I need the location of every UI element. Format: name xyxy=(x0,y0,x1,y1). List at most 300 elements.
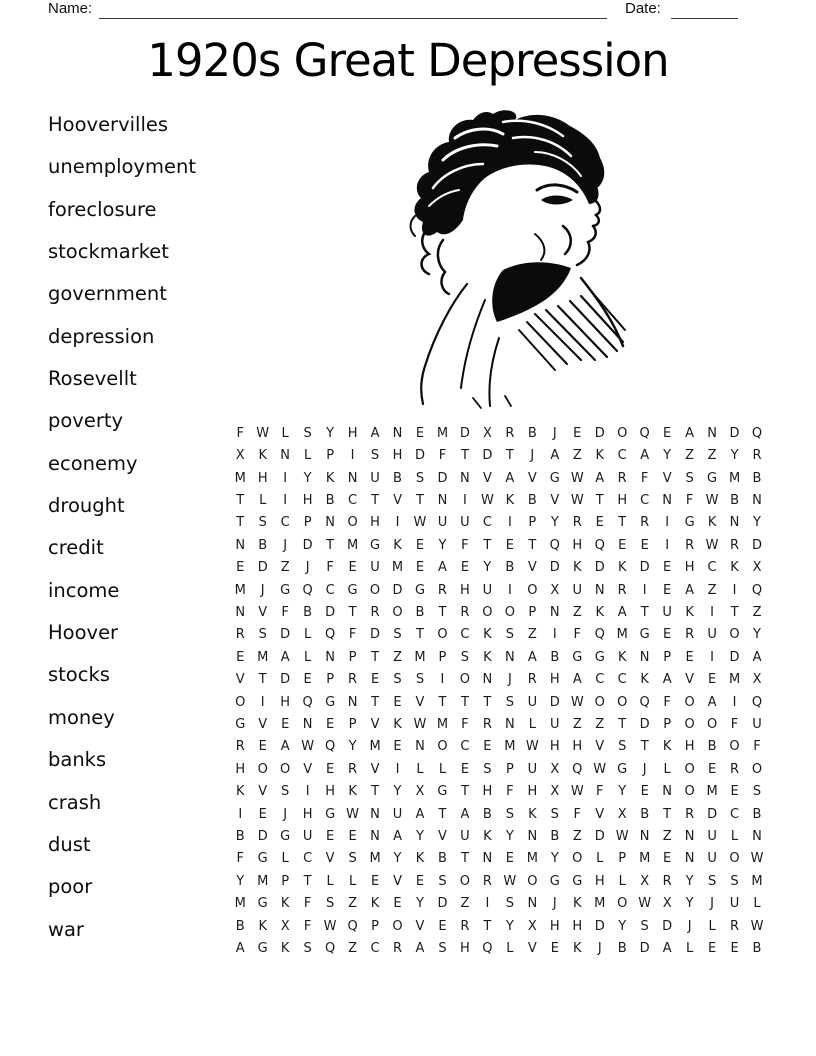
grid-letter: R xyxy=(482,873,492,889)
grid-letter: F xyxy=(753,739,761,755)
grid-letter: C xyxy=(595,672,605,688)
grid-letter: E xyxy=(236,649,245,665)
grid-letter: D xyxy=(729,649,740,665)
grid-letter: K xyxy=(595,604,604,620)
grid-letter: X xyxy=(662,896,672,912)
grid-letter: D xyxy=(257,829,268,845)
grid-letter: C xyxy=(348,492,358,508)
grid-letter: L xyxy=(730,829,739,845)
grid-letter: M xyxy=(526,851,538,867)
grid-letter: S xyxy=(505,806,514,822)
grid-letter: Z xyxy=(527,627,537,643)
grid-letter: T xyxy=(371,784,380,800)
grid-letter: X xyxy=(280,918,290,934)
grid-letter: E xyxy=(348,829,357,845)
grid-letter: Q xyxy=(751,694,763,710)
grid-letter: N xyxy=(370,829,380,845)
grid-letter: N xyxy=(460,470,470,486)
grid-letter: M xyxy=(436,425,449,441)
grid-letter: Z xyxy=(707,582,717,598)
grid-letter: X xyxy=(752,672,762,688)
grid-letter: F xyxy=(685,492,694,508)
grid-letter: D xyxy=(594,918,605,934)
grid-letter: E xyxy=(370,873,380,889)
grid-letter: I xyxy=(507,582,512,598)
grid-letter: P xyxy=(505,761,514,777)
grid-letter: Q xyxy=(639,694,650,710)
grid-letter: H xyxy=(347,425,358,441)
grid-letter: G xyxy=(257,941,268,957)
grid-letter: W xyxy=(256,425,270,441)
grid-letter: V xyxy=(662,470,672,486)
grid-letter: W xyxy=(638,896,652,912)
grid-letter: Z xyxy=(572,604,582,620)
grid-letter: X xyxy=(550,582,560,598)
grid-letter: G xyxy=(437,784,448,800)
grid-letter: H xyxy=(572,537,583,553)
grid-letter: B xyxy=(258,537,268,553)
grid-letter: B xyxy=(527,492,537,508)
grid-letter: A xyxy=(280,739,290,755)
grid-letter: N xyxy=(325,649,335,665)
grid-letter: N xyxy=(504,716,515,732)
grid-letter: V xyxy=(415,918,425,934)
grid-letter: Y xyxy=(685,873,694,889)
grid-letter: O xyxy=(617,694,628,710)
grid-letter: E xyxy=(663,851,672,867)
grid-letter: K xyxy=(662,739,672,755)
grid-letter: F xyxy=(573,627,581,643)
grid-letter: S xyxy=(438,873,447,889)
grid-letter: H xyxy=(257,470,268,486)
grid-letter: C xyxy=(280,515,290,531)
grid-letter: F xyxy=(236,851,244,867)
grid-letter: E xyxy=(415,425,425,441)
grid-letter: K xyxy=(573,941,582,957)
grid-letter: S xyxy=(303,941,312,957)
grid-letter: N xyxy=(549,604,560,620)
grid-letter: O xyxy=(617,896,628,912)
grid-letter: V xyxy=(595,806,605,822)
word-list-item: banks xyxy=(48,748,107,772)
grid-letter: A xyxy=(235,941,245,957)
grid-letter: U xyxy=(460,829,470,845)
grid-letter: H xyxy=(684,739,695,755)
grid-letter: T xyxy=(528,537,537,553)
grid-letter: V xyxy=(370,716,380,732)
grid-letter: R xyxy=(370,604,380,620)
grid-letter: J xyxy=(260,582,265,598)
grid-letter: R xyxy=(730,761,740,777)
grid-letter: R xyxy=(730,918,740,934)
grid-letter: A xyxy=(662,941,672,957)
grid-letter: L xyxy=(708,918,716,934)
grid-letter: E xyxy=(236,560,245,576)
grid-letter: E xyxy=(640,784,649,800)
grid-letter: A xyxy=(370,425,380,441)
grid-letter: J xyxy=(710,896,714,912)
grid-letter: T xyxy=(483,918,492,934)
grid-letter: H xyxy=(392,448,403,464)
grid-letter: A xyxy=(640,448,650,464)
grid-letter: N xyxy=(684,851,695,867)
grid-letter: M xyxy=(616,627,628,643)
grid-letter: O xyxy=(392,604,403,620)
grid-letter: F xyxy=(303,896,312,912)
grid-letter: X xyxy=(415,784,425,800)
grid-letter: O xyxy=(527,873,538,889)
grid-letter: S xyxy=(707,873,717,889)
grid-letter: G xyxy=(235,716,246,732)
grid-letter: N xyxy=(347,470,358,486)
grid-letter: Q xyxy=(347,918,358,934)
grid-letter: X xyxy=(640,873,650,889)
grid-letter: L xyxy=(438,761,447,777)
grid-letter: A xyxy=(460,806,470,822)
grid-letter: I xyxy=(710,649,714,665)
grid-letter: L xyxy=(281,425,289,441)
grid-letter: K xyxy=(573,560,582,576)
grid-letter: N xyxy=(482,851,493,867)
grid-letter: L xyxy=(304,448,312,464)
grid-letter: U xyxy=(302,829,313,845)
grid-letter: U xyxy=(707,627,717,643)
grid-letter: T xyxy=(730,604,739,620)
grid-letter: I xyxy=(485,896,490,912)
grid-letter: J xyxy=(530,448,535,464)
grid-letter: M xyxy=(639,851,651,867)
grid-letter: G xyxy=(347,582,358,598)
grid-letter: L xyxy=(506,941,514,957)
grid-letter: E xyxy=(640,537,649,553)
grid-letter: K xyxy=(483,649,492,665)
grid-letter: I xyxy=(395,761,400,777)
grid-letter: O xyxy=(437,739,448,755)
grid-letter: H xyxy=(280,694,291,710)
grid-letter: R xyxy=(685,627,695,643)
grid-letter: I xyxy=(642,582,647,598)
grid-letter: P xyxy=(348,716,357,732)
grid-letter: Q xyxy=(324,941,336,957)
grid-letter: M xyxy=(594,896,606,912)
grid-letter: G xyxy=(707,470,718,486)
grid-letter: Q xyxy=(324,739,336,755)
grid-letter: P xyxy=(663,649,672,665)
page-title: 1920s Great Depression xyxy=(147,34,669,87)
grid-letter: J xyxy=(507,672,512,688)
grid-letter: I xyxy=(732,694,737,710)
grid-letter: A xyxy=(752,649,762,665)
grid-letter: T xyxy=(460,694,469,710)
grid-letter: D xyxy=(639,941,650,957)
word-list-item: unemployment xyxy=(48,155,196,179)
grid-letter: C xyxy=(460,739,470,755)
grid-letter: T xyxy=(438,604,447,620)
grid-letter: I xyxy=(732,582,737,598)
grid-letter: I xyxy=(507,515,512,531)
grid-letter: O xyxy=(572,851,583,867)
grid-letter: D xyxy=(437,470,448,486)
word-list-item: econemy xyxy=(48,451,138,475)
grid-letter: B xyxy=(325,492,335,508)
grid-letter: L xyxy=(281,851,289,867)
word-list-item: government xyxy=(48,282,167,306)
grid-letter: R xyxy=(572,515,582,531)
grid-letter: B xyxy=(505,560,515,576)
grid-letter: J xyxy=(552,425,557,441)
grid-letter: G xyxy=(414,582,426,598)
grid-letter: Y xyxy=(618,784,627,800)
grid-letter: L xyxy=(753,896,761,912)
grid-letter: T xyxy=(371,649,380,665)
grid-letter: T xyxy=(483,537,492,553)
grid-letter: G xyxy=(617,761,628,777)
grid-letter: T xyxy=(438,806,447,822)
grid-letter: D xyxy=(594,425,605,441)
grid-letter: V xyxy=(393,873,402,889)
grid-letter: Y xyxy=(663,448,672,464)
grid-letter: Q xyxy=(549,537,560,553)
grid-letter: H xyxy=(527,784,538,800)
grid-letter: T xyxy=(258,672,267,688)
grid-letter: K xyxy=(730,560,739,576)
word-list-item: Rosevellt xyxy=(48,367,137,391)
grid-letter: C xyxy=(617,448,627,464)
grid-letter: D xyxy=(707,806,718,822)
grid-letter: Y xyxy=(753,627,761,643)
grid-letter: S xyxy=(752,784,762,800)
grid-letter: K xyxy=(483,829,492,845)
grid-letter: T xyxy=(416,627,424,643)
grid-letter: B xyxy=(482,806,492,822)
grid-letter: N xyxy=(752,829,762,845)
grid-letter: G xyxy=(549,873,560,889)
grid-letter: U xyxy=(482,582,493,598)
grid-letter: L xyxy=(685,941,694,957)
grid-letter: P xyxy=(326,672,335,688)
grid-letter: Q xyxy=(572,761,583,777)
grid-letter: V xyxy=(370,761,380,777)
grid-letter: M xyxy=(504,739,516,755)
grid-letter: W xyxy=(323,918,337,934)
grid-letter: L xyxy=(596,851,604,867)
grid-letter: X xyxy=(550,784,560,800)
grid-letter: S xyxy=(370,448,380,464)
word-list-item: Hoovervilles xyxy=(48,113,169,136)
grid-letter: Y xyxy=(505,829,514,845)
grid-letter: E xyxy=(663,425,672,441)
word-list-item: money xyxy=(48,705,115,729)
grid-letter: W xyxy=(615,829,629,845)
grid-letter: J xyxy=(687,918,692,934)
grid-letter: D xyxy=(662,918,673,934)
grid-letter: B xyxy=(235,918,245,934)
word-list-item: stockmarket xyxy=(48,240,169,264)
grid-letter: H xyxy=(572,918,583,934)
grid-letter: O xyxy=(459,873,471,889)
grid-letter: T xyxy=(618,716,627,732)
grid-letter: E xyxy=(707,941,717,957)
grid-letter: H xyxy=(482,784,493,800)
grid-letter: W xyxy=(705,492,719,508)
grid-letter: S xyxy=(483,761,492,777)
grid-letter: N xyxy=(347,694,358,710)
grid-letter: A xyxy=(415,806,425,822)
grid-letter: S xyxy=(415,470,425,486)
grid-letter: O xyxy=(482,604,493,620)
grid-letter: J xyxy=(305,560,310,576)
grid-letter: E xyxy=(326,716,335,732)
word-list-item: war xyxy=(48,917,84,941)
word-list-item: poor xyxy=(48,875,93,899)
grid-letter: I xyxy=(463,492,467,508)
grid-letter: S xyxy=(618,739,627,755)
grid-letter: E xyxy=(438,918,447,934)
grid-letter: E xyxy=(595,515,604,531)
grid-letter: W xyxy=(570,492,584,508)
grid-letter: A xyxy=(550,448,560,464)
grid-letter: E xyxy=(505,537,514,553)
grid-letter: N xyxy=(370,806,380,822)
grid-letter: Y xyxy=(326,425,335,441)
grid-letter: H xyxy=(549,918,560,934)
grid-letter: O xyxy=(437,627,448,643)
grid-letter: W xyxy=(570,784,584,800)
grid-letter: A xyxy=(662,672,672,688)
grid-letter: B xyxy=(617,941,627,957)
grid-letter: M xyxy=(728,672,741,688)
grid-letter: J xyxy=(283,806,288,822)
grid-letter: I xyxy=(665,515,670,531)
grid-letter: W xyxy=(570,470,584,486)
grid-letter: X xyxy=(482,425,492,441)
grid-letter: T xyxy=(640,739,649,755)
grid-letter: J xyxy=(283,537,288,553)
grid-letter: R xyxy=(527,672,537,688)
grid-letter: E xyxy=(730,784,739,800)
grid-letter: S xyxy=(640,918,649,934)
grid-letter: S xyxy=(348,851,357,867)
grid-letter: R xyxy=(685,537,695,553)
grid-letter: L xyxy=(304,649,312,665)
grid-letter: F xyxy=(461,537,469,553)
grid-letter: K xyxy=(640,672,649,688)
grid-letter: U xyxy=(572,582,583,598)
grid-letter: K xyxy=(617,649,627,665)
grid-letter: O xyxy=(594,694,605,710)
grid-letter: T xyxy=(460,784,469,800)
grid-letter: T xyxy=(483,694,492,710)
grid-letter: K xyxy=(258,448,267,464)
grid-letter: E xyxy=(618,537,627,553)
grid-letter: Z xyxy=(595,716,605,732)
grid-letter: U xyxy=(729,896,740,912)
date-label: Date: xyxy=(625,0,661,17)
grid-letter: E xyxy=(393,739,402,755)
grid-letter: V xyxy=(482,470,492,486)
grid-letter: E xyxy=(707,761,717,777)
grid-letter: H xyxy=(549,672,560,688)
grid-letter: K xyxy=(393,537,402,553)
grid-letter: L xyxy=(304,627,312,643)
grid-letter: S xyxy=(730,873,739,889)
grid-letter: V xyxy=(258,604,268,620)
grid-letter: E xyxy=(460,761,470,777)
grid-letter: A xyxy=(438,560,447,576)
grid-letter: Z xyxy=(662,829,672,845)
grid-letter: G xyxy=(572,649,583,665)
word-search-grid xyxy=(229,422,768,960)
grid-letter: M xyxy=(369,851,381,867)
grid-letter: I xyxy=(710,604,714,620)
grid-letter: V xyxy=(527,941,537,957)
grid-letter: W xyxy=(480,492,494,508)
grid-letter: E xyxy=(573,425,582,441)
grid-letter: D xyxy=(729,425,740,441)
grid-letter: R xyxy=(662,873,672,889)
grid-letter: M xyxy=(257,649,269,665)
grid-letter: D xyxy=(459,425,470,441)
grid-letter: C xyxy=(460,627,470,643)
grid-letter: P xyxy=(618,851,627,867)
grid-letter: M xyxy=(391,560,404,576)
grid-letter: I xyxy=(665,537,670,553)
grid-letter: S xyxy=(258,627,267,643)
grid-letter: F xyxy=(348,627,357,643)
grid-letter: T xyxy=(371,492,380,508)
grid-letter: S xyxy=(281,784,290,800)
grid-letter: F xyxy=(663,694,671,710)
grid-letter: F xyxy=(461,716,469,732)
grid-letter: Y xyxy=(416,829,424,845)
grid-letter: D xyxy=(482,448,493,464)
name-blank-line xyxy=(99,18,607,19)
grid-letter: X xyxy=(550,761,560,777)
grid-letter: E xyxy=(258,806,267,822)
grid-letter: R xyxy=(617,582,627,598)
grid-letter: Y xyxy=(348,739,357,755)
grid-letter: W xyxy=(301,739,315,755)
grid-letter: V xyxy=(325,851,335,867)
grid-letter: B xyxy=(235,829,245,845)
grid-letter: K xyxy=(370,896,380,912)
grid-letter: R xyxy=(348,761,358,777)
grid-letter: Q xyxy=(594,627,605,643)
grid-letter: N xyxy=(639,649,650,665)
grid-letter: N xyxy=(527,829,538,845)
grid-letter: O xyxy=(459,672,471,688)
grid-letter: G xyxy=(325,694,336,710)
grid-letter: D xyxy=(280,627,291,643)
grid-letter: H xyxy=(370,515,380,531)
grid-letter: S xyxy=(505,694,514,710)
grid-letter: O xyxy=(729,739,740,755)
word-list-item: Hoover xyxy=(48,621,119,645)
grid-letter: C xyxy=(640,492,650,508)
grid-letter: Y xyxy=(236,873,245,889)
grid-letter: N xyxy=(639,829,650,845)
grid-letter: N xyxy=(504,649,515,665)
grid-letter: Y xyxy=(483,560,492,576)
grid-letter: D xyxy=(594,560,605,576)
grid-letter: T xyxy=(618,515,627,531)
grid-letter: H xyxy=(235,761,246,777)
grid-letter: N xyxy=(235,537,246,553)
grid-letter: N xyxy=(437,492,448,508)
grid-letter: A xyxy=(685,425,695,441)
grid-letter: R xyxy=(685,806,695,822)
grid-letter: X xyxy=(235,448,245,464)
